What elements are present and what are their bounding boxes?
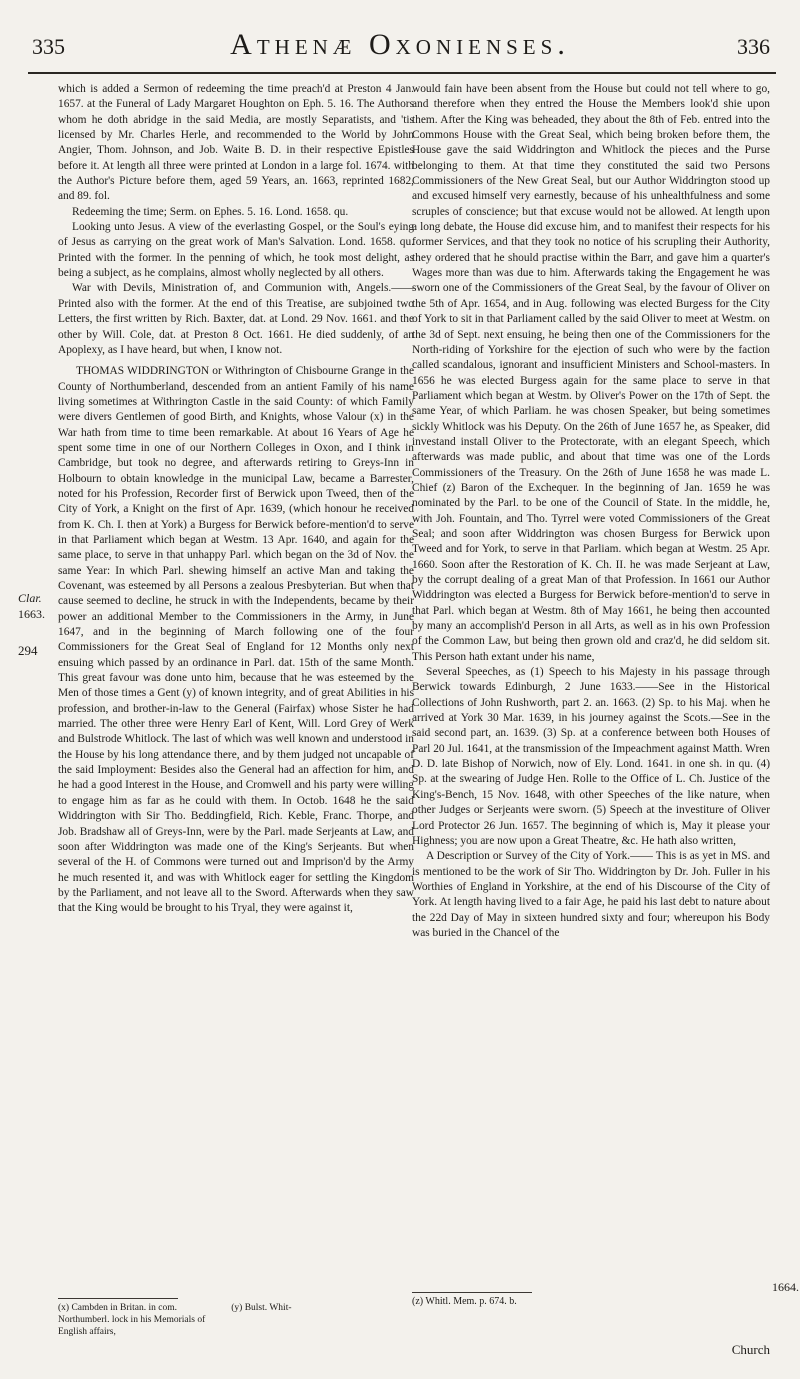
- footnote-x: (x) Cambden in Britan. in com. Northumberl. lock in his Memorials of English affairs,: [58, 1303, 206, 1337]
- header-rule: [28, 72, 776, 74]
- footnote-rule-left: [58, 1298, 178, 1299]
- paragraph: A Description or Survey of the City of York.—— This is as yet in MS. and is mentioned to be the work of Sir Tho. Widdrington by Dr. Joh. Fuller in his Worthies of England in Yorkshire, at the end of his Discourse of the City of York. At length having lived to a fair Age, he paid his last debt to nature about the 22d Day of May in sixteen hundred sixty and four; whereupon his Body was buried in the Chancel of the: [412, 850, 770, 939]
- page-number-right: 336: [737, 34, 770, 59]
- entry-paragraph: THOMAS WIDDRINGTON or Withrington of Chisbourne Grange in the County of Northumberland, descended from an antient Family of his name living sometimes at Withrington Castle in the said County: of which Family were divers Gentlemen of good Birth, and Knights, whose Valour (x) in the War hath from time to time been remarkable. At about 16 Years of Age he spent some time in one of our Northern Colleges in Oxon, and I think in Cambridge, but took no degree, and afterwards retiring to Greys-Inn in Holbourn to obtain knowledge in the municipal Law, became a Barrester, noted for his Profession, Recorder first of Berwick upon Tweed, then of the City of York, a Knight on the first of Apr. 1639, (which honour he received from K. Ch. I. then at York) a Burgess for Berwick before-mention'd to serve in that Parliament which began at Westm. 13 Apr. 1640, and again for the same place, to serve in that unhappy Parl. which began on the 3d of Nov. the same Year: In which Parl. shewing himself an active Man and taking the Covenant, was esteemed by all Persons a zealous Presbyterian. But when that cause seemed to decline, he struck in with the Independents, became by their power an additional Member to the Commissioners in the Army, in June 1647, and in the beginning of March following one of the four Commissioners for the Great Seal of England for 12 Months only next ensuing which passed by an ordinance in Parl. dat. 15th of the same Month. This great favour was done unto him, because that he was esteemed by the Men of those times a Gent (y) of known integrity, and of great Abilities in his profession, and brother-in-law to the General (Fairfax) whose Sister he had married. The other three were Henry Earl of Kent, Will. Lord Grey of Werk and Bulstrode Whitlock. The last of which was well known and understood in the House by his long attendance there, and by them judged not uncapable of the said Imployment: Besides also the General had an affection for him, and he had a good Interest in the House, and Cromwell and his party were willing to engage him as far as he could with them. In Octob. 1648 he the said Widdrington with Sir Tho. Beddingfield, Rich. Keble, Franc. Thorpe, and Job. Bradshaw all of Greys-Inn, were by the Parl. made Serjeants at Law, and soon after Widdrington was made one of the King's Serjeants. But when several of the H. of Commons were turned out and Imprison'd by the Army he much resented it, and was with Whitlock eager for settling the Kingdom by the Parliament, and not leave all to the Sword. Afterwards when they saw that the King would be brought to his Tryal, they were against it,: [58, 365, 414, 915]
- paragraph: War with Devils, Ministration of, and Communion with, Angels.——Printed also with the former. At the end of this Treatise, are subjoined two Letters, the first written by Rich. Baxter, dat. at Lond. 29 Nov. 1661. and the other by Will. Cole, dat. at Preston 8 Oct. 1661. He died suddenly, of an Apoplexy, as I have heard, but when, I know not.: [58, 282, 414, 356]
- left-column: [58, 82, 414, 917]
- footnotes-left: [58, 1302, 414, 1338]
- page-number-left: 335: [32, 34, 65, 59]
- paragraph: Several Speeches, as (1) Speech to his Majesty in his passage through Berwick towards Edinburgh, 2 June 1633.——See in the Historical Collections of John Rushworth, part 2. an. 1663. (2) Sp. to his Maj. when he arrived at York 30 Mar. 1639, in his journey against the Scots.—See in the said second part, an. 1639. (3) Sp. at a conference between both Houses of Parl 20 Jul. 1641, at the transmission of the Impeachment against Matth. Wren D. D. late Bishop of Norwich, now of Ely. Lond. 1641. in one sh. in qu. (4) Sp. at the swearing of Judge Hen. Rolle to the Office of L. Ch. Justice of the King's-Bench, 15 Nov. 1648, with other Speeches of the like nature, when other Judges or Serjeants were sworn. (5) Speech at the investiture of Oliver Lord Protector 26 Jun. 1657. The beginning of which is, May it please your Highness; you are now upon a Great Theatre, &c. He hath also written,: [412, 666, 770, 847]
- paragraph: Looking unto Jesus. A view of the everlasting Gospel, or the Soul's eying of Jesus as carrying on the great work of Man's Salvation. Lond. 1658. qu. Printed with the former. In the penning of which, he took most delight, as being a subject, as he complains, almost wholly neglected by all others.: [58, 221, 414, 280]
- paragraph: would fain have been absent from the House but could not tell where to go, and therefore when they entred the House the Members look'd shie upon them. After the King was beheaded, they about the 8th of Feb. entred into the Commons House with the Great Seal, which being broken before them, the House gave the said Widdrington and Whitlock the pieces and the Purse belonging to them. At that time they constituted the said two Persons Commissioners of the New Great Seal, but our Author Widdrington stood up and excused himself very earnestly, because of his unhealthfulness and some scruples of conscience; but that excuse would not be allowed. At length upon a long debate, the House did excuse him, and to manifest their respects for his former Services, and that they took no notice of his scrupling their Authority, they ordered that he should practise within the Barr, and gave him a quarter's Wages more than was due to him. Afterwards taking the Engagement he was sworn one of the Commissioners of the Great Seal, by the favour of Oliver on the 5th of Apr. 1654, and in Aug. following was elected Burgess for the City of York to sit in that Parliament called by the said Oliver to meet at Westm. on the 3d of Sept. next ensuing, he being then one of the Commissioners for the North-riding of Yorkshire for the ejection of such who were by the faction called scandalous, ignorant and insufficient Ministers and School-masters. In 1656 he was elected Burgess again for the same place to serve in that Parliament which began at Westm. by Oliver's Power on the 17th of Sept. the same Year, of which Parliam. he was chosen Speaker, but being sometimes sickly Whitlock was his Deputy. On the 26th of June 1657 he, as Speaker, did investand install Oliver to the Protectorate, with an elegant Speech, which afterwards was made public, and about that time was one of the Lords Commissioners of the Treasury. On the 26th of June 1658 he was made L. Chief (z) Baron of the Exchequer. In the beginning of Jan. 1659 he was nominated by the Parl. to be one of the Council of State. In the middle, he, with Joh. Fountain, and Tho. Tyrrel were voted Commissioners of the Great Seal; and soon after Widdrington was chosen Burgess for Berwick upon Tweed and for York, to serve in that Parliam. which began at Westm. 25 Apr. 1660. Soon after the Restoration of K. Ch. II. he was made Serjeant at Law, by the corrupt dealing of a great Man of that Profession. In 1661 our Author Widdrington was elected a Burgess for Berwick before-mention'd to serve in that Parl. which began at Westm. 8th of May 1661, he being then accounted by many an accomplish'd Person in all Arts, as well as in his own Profession of the Common Law, but being then grown old and craz'd, he did seldom sit. This Person hath extant under his name,: [412, 83, 770, 663]
- footnote-rule-right: [412, 1292, 532, 1293]
- footnote-z: (z) Whitl. Mem. p. 674. b.: [412, 1296, 517, 1307]
- running-title: Athenæ Oxonienses.: [230, 28, 570, 61]
- catchword: Church: [731, 1342, 770, 1357]
- margin-note-entry-number: 294: [18, 643, 38, 658]
- right-column: [412, 82, 770, 941]
- margin-note-clar: Clar.: [18, 591, 42, 605]
- footnote-y: (y) Bulst. Whit-: [231, 1303, 292, 1313]
- page-header: [0, 28, 800, 68]
- margin-note-year-1664: 1664.: [772, 1280, 799, 1294]
- margin-note-year-1663: 1663.: [18, 607, 45, 621]
- paragraph: which is added a Sermon of redeeming the time preach'd at Preston 4 Jan. 1657. at the Funeral of Lady Margaret Houghton on Eph. 5. 16. The Authors whom he doth abridge in the said Media, are mostly Separatists, and 'tis licensed by Mr. Charles Herle, and recommended to the World by John Angier, Thom. Johnson, and Job. Waite B. D. in their respective Epistles before it. At length all three were printed at London in a large fol. 1674. with the Author's Picture before them, aged 59 Years, an. 1663, reprinted 1682, and 89. fol.: [58, 83, 414, 203]
- footnotes-right: [412, 1296, 770, 1308]
- paragraph: Redeeming the time; Serm. on Ephes. 5. 16. Lond. 1658. qu.: [72, 205, 349, 218]
